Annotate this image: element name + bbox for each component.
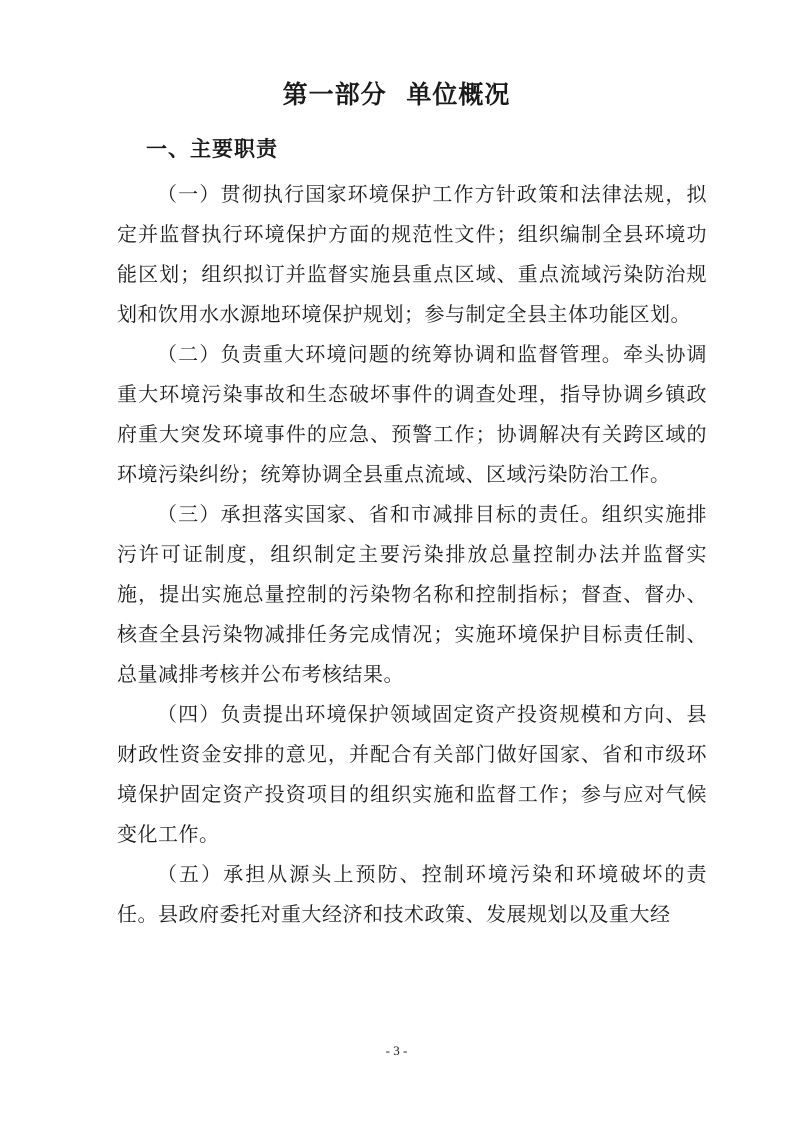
- page-title: 第一部分 单位概况: [282, 80, 511, 109]
- paragraph-5: （五）承担从源头上预防、控制环境污染和环境破坏的责任。县政府委托对重大经济和技术政策、发展规划以及重大经: [117, 862, 707, 926]
- page-number: - 3 -: [385, 1043, 408, 1058]
- paragraph-3: （三）承担落实国家、省和市减排目标的责任。组织实施排污许可证制度，组织制定主要污染排放总量控制办法并监督实施，提出实施总量控制的污染物名称和控制指标；督查、督办、核查全县污染物减排任务完成情况；实施环境保护目标责任制、总量减排考核并公布考核结果。: [117, 502, 707, 686]
- paragraph-2: （二）负责重大环境问题的统筹协调和监督管理。牵头协调重大环境污染事故和生态破坏事件的调查处理，指导协调乡镇政府重大突发环境事件的应急、预警工作；协调解决有关跨区域的环境污染纠纷；统筹协调全县重点流域、区域污染防治工作。: [117, 342, 707, 486]
- body-text: [117, 174, 707, 934]
- section-heading: 一、主要职责: [146, 137, 278, 161]
- paragraph-1: （一）贯彻执行国家环境保护工作方针政策和法律法规，拟定并监督执行环境保护方面的规范性文件；组织编制全县环境功能区划；组织拟订并监督实施县重点区域、重点流域污染防治规划和饮用水水源地环境保护规划；参与制定全县主体功能区划。: [117, 182, 707, 326]
- paragraph-4: （四）负责提出环境保护领域固定资产投资规模和方向、县财政性资金安排的意见，并配合有关部门做好国家、省和市级环境保护固定资产投资项目的组织实施和监督工作；参与应对气候变化工作。: [117, 702, 707, 846]
